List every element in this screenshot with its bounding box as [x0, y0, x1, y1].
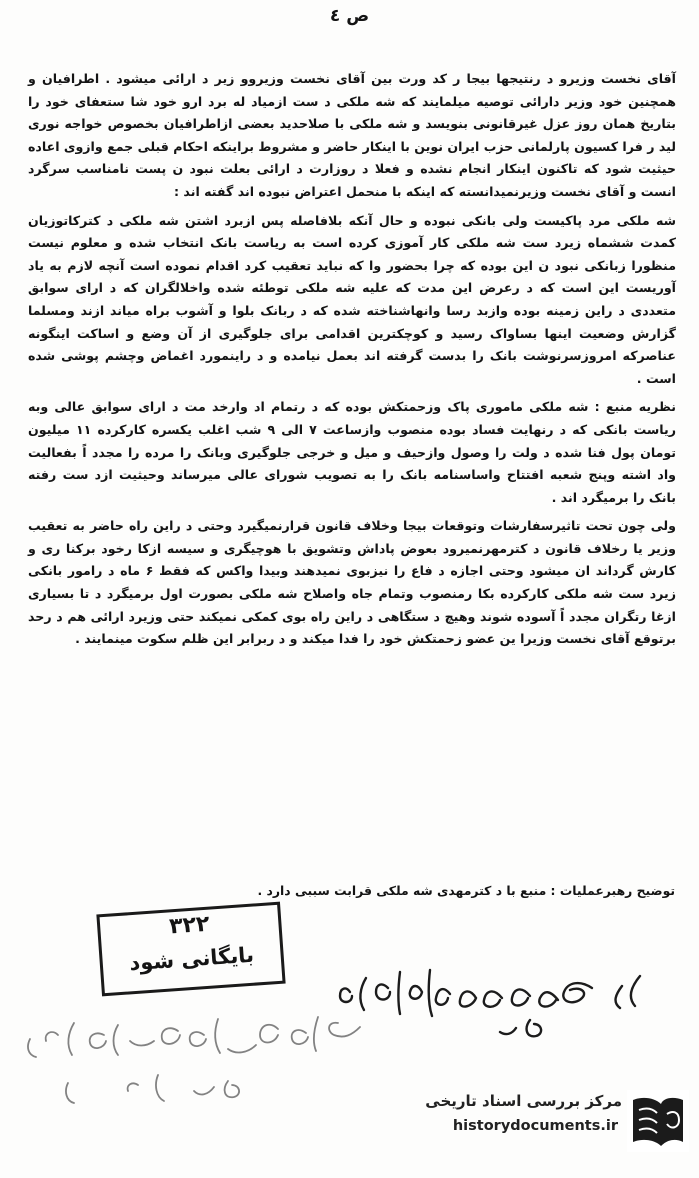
stamp-number: ۳۲۲ — [168, 911, 211, 940]
paragraph-2: شه ملکی مرد پاکیست ولی بانکی نبوده و حال آنکه بلافاصله پس ازبرد اشتن شه ملکی د کترکاتوزیان کمدت ششماه زیرد ست شه ملکی کار آموزی کرده است به ریاست بانک انتخاب شده و معلوم نیست منظورا زبانکی نبود ن این بوده که چرا بحضور وا که نباید تعقیب کرد اقدام نموده است آنچه لازم به یاد آوریست این است که د رعرض این مدت که علیه شه ملکی توطئه شده واخلالگران که د ارای سوابق متعددی د راین زمینه بوده وازبد رسا وانهاشناخته شده که د ربانک بلوا و آشوب براه میاند ازند ومسلما گزارش وضعیت اینها بساواک رسید و کوچکترین اقدامی برای جلوگیری از آن وضع و اساکت اینگونه عناصرکه امروزسرنوشت بانک را بدست گرفته اند بعمل نیامده و د راینمورد اغماض وچشم پوشی شده است . — [28, 212, 676, 386]
paragraph-1: آقای نخست وزیرو د رنتیجها بیجا ر کد ورت بین آقای نخست وزیروو زیر د ارائی میشود . اطرافیان و همچنین خود وزیر دارائی توصیه میلمایند که شه ملکی د ست ازمیاد له برد ارو خود شا ستعفای خود را بتاریخ همان روز عزل غیرقانونی بنویسد و شه ملکی با صلاحدید بعضی ازاطرافیان بخصوص خواجه نوری لید ر فرا کسیون پارلمانی حزب ایران نوین با اینکار حاضر و مشروط براینکه احکام قبلی جمع وازوی اعاده حیثیت شود که تاکنون اینکار انجام نشده و فعلا د روزارت د ارائی بعلت نبود ن پست نامناسب سرگرد انست و آقای نخست وزیرنمیدانسته که اینکه با منحمل اعتراض نبوده اند گفته اند : — [28, 71, 676, 199]
handwritten-annotation-left — [8, 1005, 378, 1115]
page-number: ص ٤ — [329, 6, 370, 26]
handwritten-signature-right — [330, 958, 660, 1048]
stamp-text: بایگانی شود — [128, 942, 255, 976]
paragraph-3: نظریه منبع : شه ملکی ماموری پاک وزحمتکش بوده که د رتمام اد وارخد مت د ارای سوابق عالی وبه ریاست بانکی که د رنهایت فساد بوده منصوب وازساعت ۷ الی ۹ شب اغلب یکسره کارکرده ۱۱ میلیون تومان پول فنا شده د ولت را وصول وازحیف و میل و خرجی جلوگیری وبانک را مرده را مجدد اً بفعالیت واد اشته وپنج شعبه افتتاح واساسنامه بانک را به تصویب شورای عالی میرساند وحیثیت ازد ست رفته بانک را برمیگرد اند . — [28, 399, 676, 505]
operation-leader-note: توضیح رهبرعملیات : منبع با د کترمهدی شه ملکی قرابت سببی دارد . — [257, 883, 675, 898]
paragraph-4: ولی چون تحت تاثیرسفارشات وتوقعات بیجا وخلاف قانون قرارنمیگیرد وحتی د راین راه حاضر به تعقیب وزیر یا رخلاف قانون د کترمهرنمیرود بعوض پاداش وتشویق با هوچیگری و سیسه ازکا رخود برکنا ری و کارش گرداند ان میشود وحتی اجازه د فاع را نیزبوی نمیدهند وبیدا واکس که فقط ۶ ماه د رامور بانکی زیرد ست شه ملکی کارکرده بکا رمنصوب وتمام جاه واصلاح شه ملکی بصورت اول برمیگرد د تا بسیاری ازغا رتگران مجدد اً آسوده شوند وهیچ د ستگاهی د راین راه بوی کمکی نمیکند حتی وزیرد ارائی هم د رحد برتوقع آقای نخست وزیرا ین عضو زحمتکش خود را فدا میکند و د ربرابر این ظلم سکوت مینمایند . — [28, 518, 676, 647]
archive-stamp — [96, 902, 285, 997]
watermark-title: مرکز بررسی اسناد تاریخی — [425, 1092, 622, 1110]
document-body — [28, 68, 676, 651]
book-logo-icon — [627, 1090, 689, 1152]
watermark-url[interactable]: historydocuments.ir — [452, 1118, 618, 1134]
